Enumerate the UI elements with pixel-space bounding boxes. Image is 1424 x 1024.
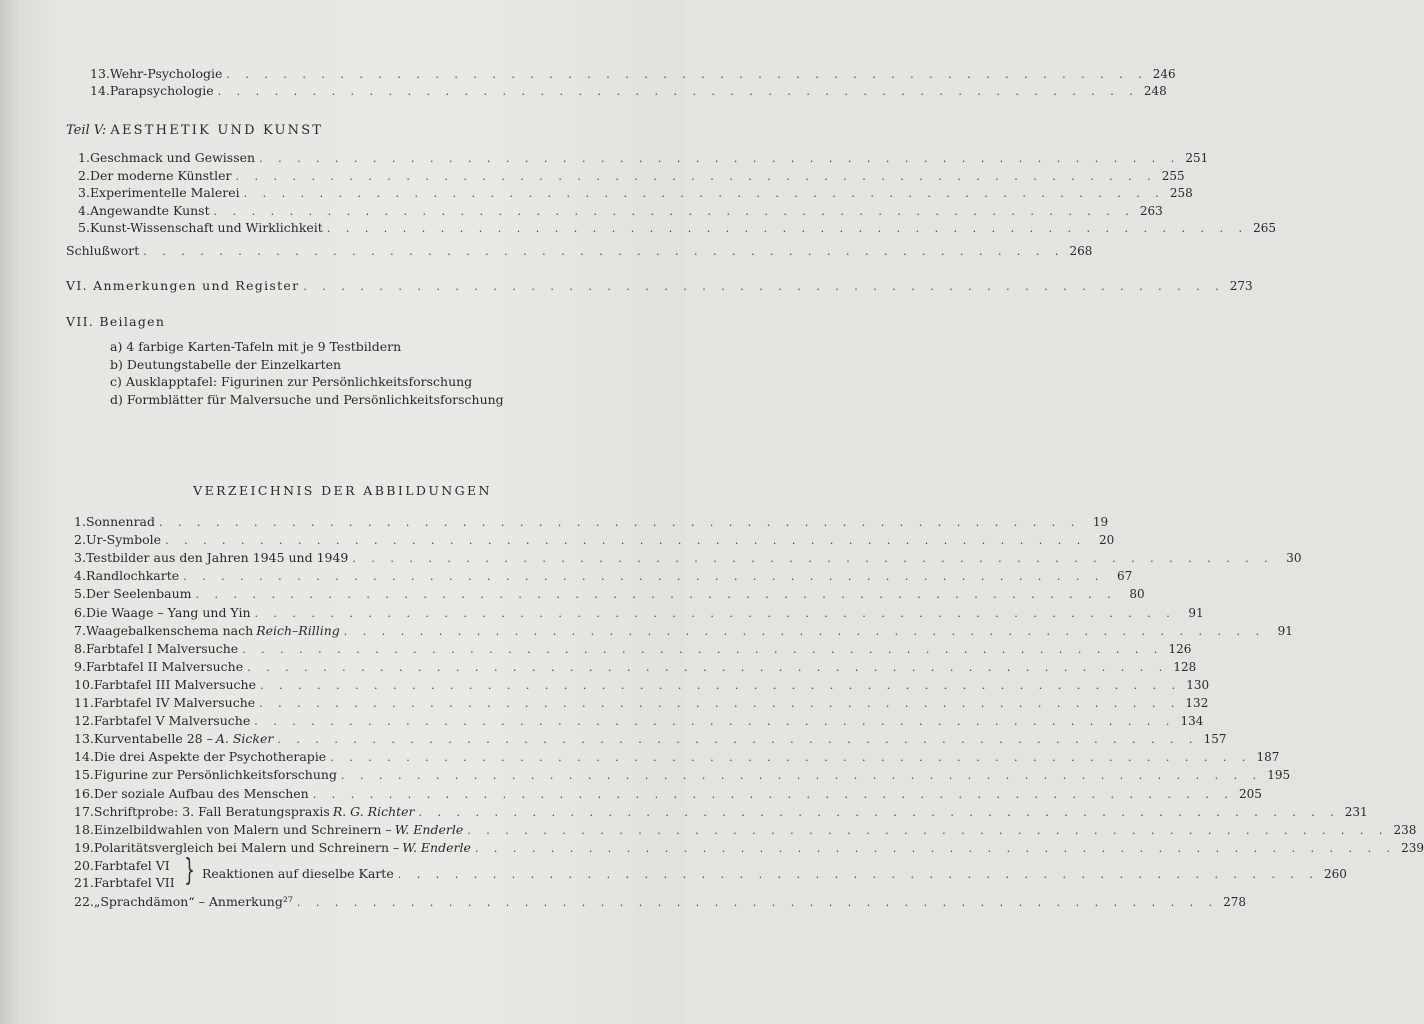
leader-dots: . . . . . . . . . . . . . . . . . . . . . . . . . . . . . . . . . . . . . . . . . . . . . . . . . (183, 570, 1105, 584)
page-number: 134 (1180, 714, 1204, 729)
page-number: 130 (1186, 677, 1210, 692)
figure-entry (74, 731, 1227, 748)
leader-dots: . . . . . . . . . . . . . . . . . . . . . . . . . . . . . . . . . . . . . . . . . . . . . . . . . (260, 678, 1182, 692)
entry-title: Testbilder aus den Jahren 1945 und 1949 (85, 550, 349, 566)
entry-number: 19. (74, 839, 94, 855)
figure-entry (74, 749, 1280, 766)
page-number: 128 (1173, 659, 1197, 674)
entry-title: Einzelbildwahlen von Malern und Schreinern – (93, 821, 392, 837)
figure-entry (74, 858, 170, 874)
page-number: 91 (1277, 623, 1293, 638)
toc-entry (78, 185, 1193, 202)
entry-number: 22. (74, 893, 94, 909)
page-number: 195 (1267, 768, 1291, 783)
figure-entry (74, 586, 1145, 603)
entry-title: Der Seelenbaum (85, 586, 192, 602)
entry-number: 12. (74, 713, 94, 729)
leader-dots: . . . . . . . . . . . . . . . . . . . . . . . . . . . . . . . . . . . . . . . . . . . . . . . . . (343, 624, 1265, 638)
figure-entry (74, 604, 1204, 622)
figure-entry (74, 785, 1262, 803)
entry-title: Die Waage – Yang und Yin (85, 604, 251, 620)
entry-title: VI. Anmerkungen und Register (66, 278, 300, 293)
entry-title: Polaritätsvergleich bei Malern und Schreinern – (93, 839, 400, 855)
page-number: 246 (1152, 67, 1176, 81)
page-number: 278 (1223, 894, 1247, 909)
page-number: 265 (1253, 221, 1276, 235)
entry-author: A. Sicker (215, 731, 274, 747)
entry-number: 17. (74, 803, 94, 819)
entry-number: 14. (90, 83, 110, 98)
part-heading (66, 123, 323, 138)
leader-dots: . . . . . . . . . . . . . . . . . . . . . . . . . . . . . . . . . . . . . . . . . . . . . . . . . (165, 534, 1087, 548)
page-number: 187 (1256, 750, 1280, 765)
leader-dots: . . . . . . . . . . . . . . . . . . . . . . . . . . . . . . . . . . . . . . . . . . . . . . . . . (226, 68, 1148, 81)
entry-title: Reaktionen auf dieselbe Karte (202, 865, 394, 881)
leader-dots: . . . . . . . . . . . . . . . . . . . . . . . . . . . . . . . . . . . . . . . . . . . . . . . . . (330, 751, 1252, 765)
toc-entry (78, 202, 1163, 220)
entry-number: 5. (74, 586, 86, 602)
entry-number: 9. (74, 658, 86, 674)
entry-title: Ur-Symbole (85, 532, 162, 548)
beilage-item: a) 4 farbige Karten-Tafeln mit je 9 Testbildern (110, 339, 402, 354)
leader-dots: . . . . . . . . . . . . . . . . . . . . . . . . . . . . . . . . . . . . . . . . . . . . . . . . . (296, 895, 1219, 909)
entry-number: 13. (74, 731, 94, 747)
page-number: 126 (1168, 641, 1192, 656)
leader-dots: . . . . . . . . . . . . . . . . . . . . . . . . . . . . . . . . . . . . . . . . . . . . . . . . . (397, 867, 1319, 881)
figure-entry (74, 532, 1115, 549)
entry-number: 2. (74, 532, 86, 548)
entry-title: Farbtafel VII (94, 874, 175, 890)
page-number: 260 (1324, 866, 1347, 881)
page-number: 251 (1185, 151, 1209, 165)
leader-dots: . . . . . . . . . . . . . . . . . . . . . . . . . . . . . . . . . . . . . . . . . . . . . . . . . (213, 204, 1135, 218)
beilage-item: d) Formblätter für Malversuche und Persönlichkeitsforschung (110, 391, 504, 407)
leader-dots: . . . . . . . . . . . . . . . . . . . . . . . . . . . . . . . . . . . . . . . . . . . . . . . . . (254, 715, 1176, 729)
entry-author: R. G. Richter (332, 803, 415, 819)
entry-title: Angewandte Kunst (89, 202, 210, 218)
entry-title: Kunst-Wissenschaft und Wirklichkeit (89, 220, 323, 235)
entry-number: 1. (78, 150, 90, 165)
leader-dots: . . . . . . . . . . . . . . . . . . . . . . . . . . . . . . . . . . . . . . . . . . . . . . . . . (312, 787, 1234, 801)
figure-entry (74, 767, 1291, 784)
entry-title: Farbtafel III Malversuche (93, 676, 256, 692)
entry-title: Schriftprobe: 3. Fall Beratungspraxis (93, 803, 330, 819)
entry-title: Experimentelle Malerei (89, 185, 240, 200)
toc-entry (90, 83, 1167, 100)
entry-number: 3. (78, 185, 90, 200)
page-number: 91 (1188, 605, 1204, 620)
leader-dots: . . . . . . . . . . . . . . . . . . . . . . . . . . . . . . . . . . . . . . . . . . . . . . . . . (418, 805, 1340, 819)
page-number: 273 (1229, 279, 1253, 293)
entry-number: 13. (90, 66, 110, 81)
page-number: 263 (1139, 203, 1163, 218)
page-number: 19 (1092, 515, 1109, 529)
figures-heading: VERZEICHNIS DER ABBILDUNGEN (193, 483, 492, 498)
toc-entry-schlusswort (66, 243, 1093, 260)
leader-dots: . . . . . . . . . . . . . . . . . . . . . . . . . . . . . . . . . . . . . . . . . . . . . . . . . (247, 660, 1169, 674)
entry-title: Parapsychologie (109, 83, 214, 98)
figure-entry (74, 676, 1210, 694)
page-number: 248 (1143, 84, 1167, 98)
entry-number: 11. (74, 695, 94, 710)
leader-dots: . . . . . . . . . . . . . . . . . . . . . . . . . . . . . . . . . . . . . . . . . . . . . . . . . (340, 769, 1263, 783)
figure-entry (74, 622, 1293, 640)
entry-number: 1. (74, 514, 86, 529)
entry-number: 15. (74, 767, 94, 783)
figure-entry (74, 875, 175, 891)
page-number: 132 (1185, 696, 1209, 710)
leader-dots: . . . . . . . . . . . . . . . . . . . . . . . . . . . . . . . . . . . . . . . . . . . . . . . . . (326, 222, 1248, 235)
entry-number: 3. (74, 550, 86, 566)
entry-number: 18. (74, 821, 94, 837)
page-number: 20 (1098, 533, 1115, 548)
figure-entry (74, 640, 1192, 658)
leader-dots: . . . . . . . . . . . . . . . . . . . . . . . . . . . . . . . . . . . . . . . . . . . . . . . . . (143, 245, 1065, 258)
leader-dots: . . . . . . . . . . . . . . . . . . . . . . . . . . . . . . . . . . . . . . . . . . . . . . . . . (235, 169, 1157, 183)
leader-dots: . . . . . . . . . . . . . . . . . . . . . . . . . . . . . . . . . . . . . . . . . . . . . . . . . (254, 606, 1176, 620)
figure-entry (74, 514, 1109, 531)
beilage-item: b) Deutungstabelle der Einzelkarten (110, 356, 342, 372)
entry-title: Wehr-Psychologie (109, 66, 223, 81)
page-number: 268 (1069, 244, 1093, 258)
toc-entry (90, 66, 1176, 83)
page-number: 30 (1286, 551, 1302, 566)
toc-part-7: VII. Beilagen (66, 314, 166, 329)
entry-number: 7. (74, 622, 86, 638)
part-prefix: Teil V: (66, 123, 111, 138)
entry-author: W. Enderle (402, 839, 471, 855)
leader-dots: . . . . . . . . . . . . . . . . . . . . . . . . . . . . . . . . . . . . . . . . . . . . . . . . . (243, 187, 1165, 200)
entry-number: 10. (74, 676, 94, 692)
toc-entry (78, 220, 1276, 237)
leader-dots: . . . . . . . . . . . . . . . . . . . . . . . . . . . . . . . . . . . . . . . . . . . . . . . . . (352, 552, 1274, 566)
figure-entry (74, 893, 1247, 911)
grouping-brace: } (184, 852, 195, 888)
entry-title: Figurine zur Persönlichkeitsforschung (93, 767, 337, 783)
toc-part-6 (66, 278, 1253, 295)
page-number: 157 (1203, 732, 1227, 747)
entry-author: W. Enderle (394, 821, 464, 837)
leader-dots: . . . . . . . . . . . . . . . . . . . . . . . . . . . . . . . . . . . . . . . . . . . . . . . . . (242, 642, 1164, 656)
leader-dots: . . . . . . . . . . . . . . . . . . . . . . . . . . . . . . . . . . . . . . . . . . . . . . . . . (259, 152, 1181, 165)
figure-entry (74, 713, 1204, 730)
figure-entry (74, 658, 1197, 676)
page-number: 80 (1129, 587, 1145, 602)
page-number: 239 (1401, 840, 1424, 855)
entry-number: 6. (74, 604, 86, 620)
entry-title: Der moderne Künstler (89, 167, 232, 183)
entry-number: 4. (74, 568, 86, 584)
part-title: AESTHETIK UND KUNST (110, 123, 324, 138)
entry-title: Farbtafel I Malversuche (85, 640, 239, 656)
figure-entry (74, 821, 1417, 839)
entry-title: Farbtafel IV Malversuche (93, 695, 256, 710)
toc-entry (78, 167, 1185, 185)
entry-number: 8. (74, 640, 86, 656)
entry-title: Waagebalkenschema nach (85, 622, 254, 638)
leader-dots: . . . . . . . . . . . . . . . . . . . . . . . . . . . . . . . . . . . . . . . . . . . . . . . . . (217, 85, 1139, 98)
figure-entry (74, 803, 1368, 821)
entry-title: Randlochkarte (85, 568, 180, 584)
entry-title: Geschmack und Gewissen (89, 150, 256, 165)
entry-number: 4. (78, 202, 90, 218)
toc-entry (78, 150, 1209, 167)
entry-number: 21. (74, 874, 94, 890)
beilage-item: c) Ausklapptafel: Figurinen zur Persönlichkeitsforschung (110, 374, 473, 389)
figure-entry (74, 568, 1133, 585)
leader-dots: . . . . . . . . . . . . . . . . . . . . . . . . . . . . . . . . . . . . . . . . . . . . . . . . . (474, 841, 1397, 855)
entry-number: 2. (78, 167, 90, 183)
page-number: 231 (1344, 804, 1368, 819)
entry-number: 16. (74, 785, 94, 801)
page-number: 205 (1239, 786, 1262, 801)
leader-dots: . . . . . . . . . . . . . . . . . . . . . . . . . . . . . . . . . . . . . . . . . . . . . . . . . (303, 280, 1225, 293)
figure-entry (74, 695, 1209, 712)
leader-dots: . . . . . . . . . . . . . . . . . . . . . . . . . . . . . . . . . . . . . . . . . . . . . . . . . (277, 733, 1199, 747)
entry-title: Die drei Aspekte der Psychotherapie (93, 749, 327, 765)
entry-title: Schlußwort (66, 243, 140, 258)
entry-title: Farbtafel VI (94, 857, 170, 873)
entry-number: 14. (74, 749, 94, 765)
entry-title: Der soziale Aufbau des Menschen (93, 785, 309, 801)
entry-title: Farbtafel V Malversuche (93, 713, 251, 729)
leader-dots: . . . . . . . . . . . . . . . . . . . . . . . . . . . . . . . . . . . . . . . . . . . . . . . . . (195, 588, 1117, 602)
page-number: 255 (1161, 168, 1185, 183)
entry-author: Reich–Rilling (256, 622, 340, 638)
figure-entry (74, 550, 1302, 567)
entry-number: 20. (74, 857, 94, 873)
figure-entry (74, 839, 1424, 857)
leader-dots: . . . . . . . . . . . . . . . . . . . . . . . . . . . . . . . . . . . . . . . . . . . . . . . . . (259, 697, 1181, 710)
entry-title: Kurventabelle 28 – (93, 731, 213, 747)
leader-dots: . . . . . . . . . . . . . . . . . . . . . . . . . . . . . . . . . . . . . . . . . . . . . . . . . (467, 823, 1389, 837)
entry-number: 5. (78, 220, 90, 235)
page-number: 258 (1169, 186, 1193, 200)
entry-title: „Sprachdämon“ – Anmerkung²⁷ (93, 893, 293, 909)
figure-pair-note (202, 865, 1347, 883)
leader-dots: . . . . . . . . . . . . . . . . . . . . . . . . . . . . . . . . . . . . . . . . . . . . . . . . . (159, 516, 1081, 529)
entry-title: Sonnenrad (85, 514, 156, 529)
page-number: 238 (1393, 822, 1417, 837)
entry-title: Farbtafel II Malversuche (85, 658, 244, 674)
page-number: 67 (1117, 569, 1133, 584)
